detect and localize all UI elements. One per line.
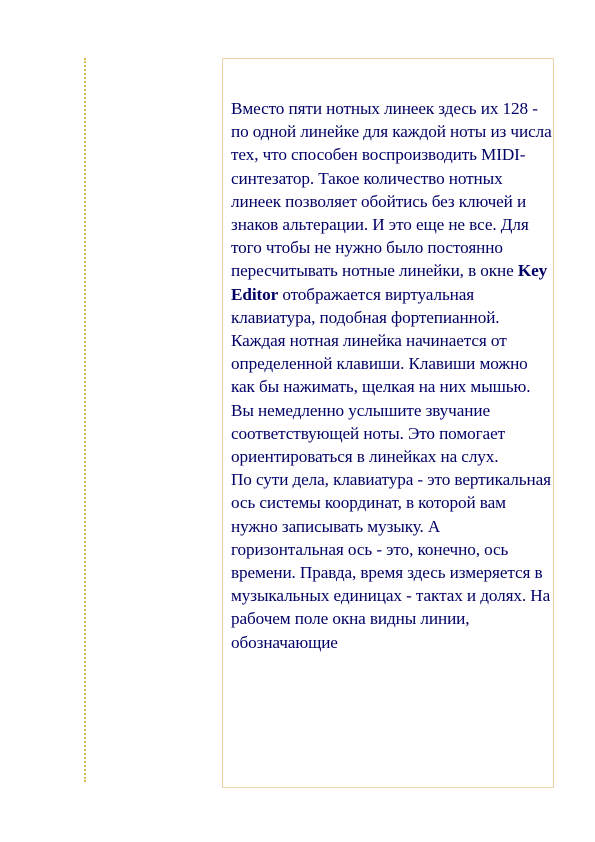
- text-frame: [222, 58, 554, 788]
- bold-term-editor: Editor: [231, 284, 279, 304]
- paragraph-1: [231, 97, 553, 468]
- paragraph-2: По сути дела, клавиатура - это вертикальная ось системы координат, в которой вам нужно записывать музыку. А горизонтальная ось - это, конечно, ось времени. Правда, время здесь измеряется в музыкальных единицах - тактах и долях. На рабочем поле окна видны линии, обозначающие: [231, 470, 551, 652]
- bold-term-key: Key: [517, 261, 548, 281]
- dotted-margin-rule: [84, 58, 86, 782]
- body-text: [231, 97, 553, 654]
- paragraph-1-text-end: отображается виртуальная клавиатура, подобная фортепианной. Каждая нотная линейка начинается от определенной клавиши. Клавиши можно как бы нажимать, щелкая на них мышью. Вы немедленно услышите звучание соответствующей ноты. Это помогает ориентироваться в линейках на слух.: [231, 284, 531, 467]
- paragraph-1-text-start: Вместо пяти нотных линеек здесь их 128 - по одной линейке для каждой ноты из числа тех, что способен воспроизводить MIDI-синтезатор. Такое количество нотных линеек позволяет обойтись без ключей и знаков альтерации. И это еще не все. Для того чтобы не нужно было постоянно пересчитывать нотные линейки, в окне: [231, 99, 552, 281]
